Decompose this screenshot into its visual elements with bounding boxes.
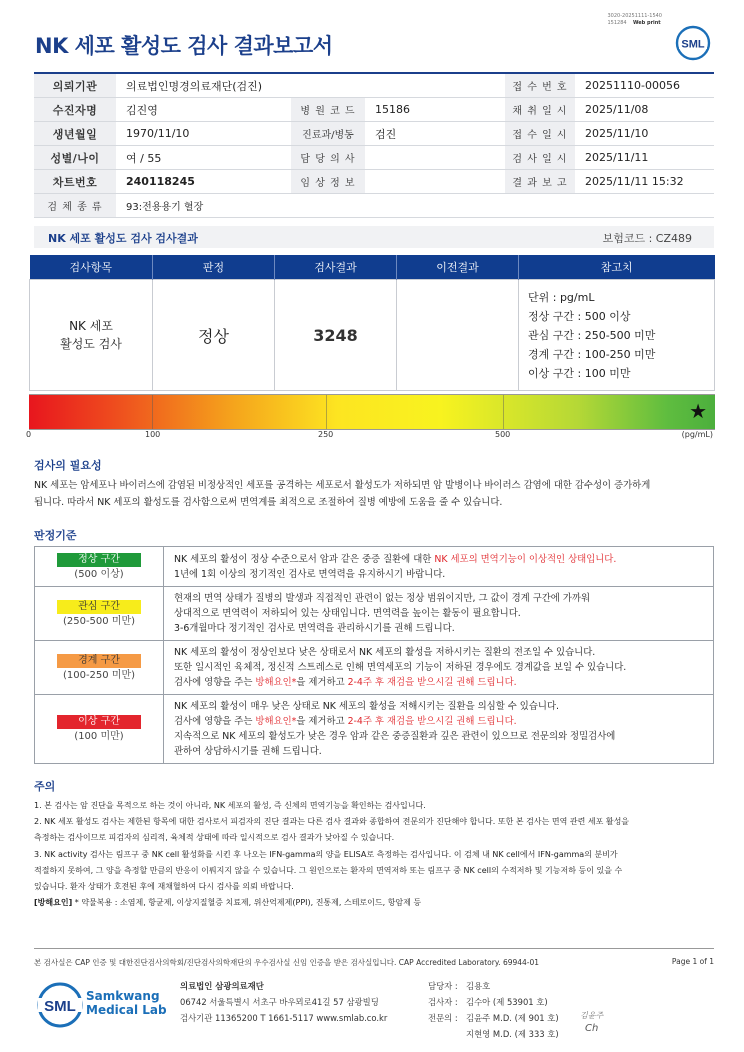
interference-label: [방해요인] — [34, 898, 73, 908]
notes-heading: 주의 — [34, 780, 56, 793]
criteria-text: NK 세포의 활성이 정상 수준으로서 암과 같은 중증 질환에 대한 — [174, 553, 435, 565]
footer-org-info — [180, 978, 387, 1026]
info-value: 15186 — [365, 98, 505, 122]
info-label: 검 사 일 시 — [505, 146, 575, 170]
criteria-highlight: 2-4주 후 재검을 받으시길 권해 드립니다. — [347, 716, 517, 727]
criteria-highlight: 2-4주 후 재검을 받으시길 권해 드립니다. — [347, 677, 517, 688]
specimen-value: 93:전용용기 혈장 — [116, 194, 714, 218]
note-line: 2. NK 세포 활성도 검사는 제한된 항목에 대한 검사로서 피검자의 진단 결과는 다른 검사 결과와 종합하여 전문의가 진단해야 합니다. 또한 본 검사는 면역 관련 세포 활성을 — [34, 817, 630, 827]
info-label: 병 원 코 드 — [291, 98, 365, 122]
criteria-label-cell — [35, 587, 164, 641]
info-row — [34, 122, 714, 146]
normal-range-value: (500 이상) — [74, 568, 124, 580]
info-label: 의뢰기관 — [34, 74, 116, 98]
necessity-line: 됩니다. 따라서 NK 세포의 활성도를 검사함으로써 면역계를 최적으로 조절하여 질병 예방에 도움을 줄 수 있습니다. — [34, 497, 503, 508]
attention-range-badge: 관심 구간 — [57, 600, 141, 614]
info-label: 수진자명 — [34, 98, 116, 122]
info-value: 여 / 55 — [116, 146, 291, 170]
info-value: 1970/11/10 — [116, 122, 291, 146]
criteria-text: 관하여 상담하시기를 권해 드립니다. — [174, 746, 322, 757]
col-header-previous: 이전결과 — [397, 255, 519, 280]
criteria-highlight: 방해요인* — [255, 716, 297, 727]
staff-name: 지현영 M.D. (제 333 호) — [466, 1029, 559, 1039]
criteria-label-cell — [35, 695, 164, 764]
result-row — [30, 280, 715, 391]
org-address: 06742 서울특별시 서초구 바우뫼로41길 57 삼광빌딩 — [180, 997, 379, 1007]
criteria-text: NK 세포의 활성이 매우 낮은 상태로 NK 세포의 활성을 저해시키는 질환을 의심할 수 있습니다. — [174, 701, 560, 712]
print-code — [607, 13, 662, 27]
col-header-item: 검사항목 — [30, 255, 153, 280]
info-label: 임 상 정 보 — [291, 170, 365, 194]
footer-brand — [86, 989, 167, 1017]
criteria-label-cell — [35, 547, 164, 587]
criteria-text: 3-6개월마다 정기적인 검사로 면역력을 관리하시기를 권해 드립니다. — [174, 623, 455, 634]
info-row — [34, 170, 714, 194]
col-header-reference: 참고치 — [519, 255, 715, 280]
sml-logo — [675, 25, 711, 61]
gauge-tick-label: 250 — [318, 430, 334, 439]
info-value: 2025/11/11 — [575, 146, 714, 170]
necessity-text — [34, 477, 714, 511]
reference-line: 관심 구간 : 250-500 미만 — [528, 328, 656, 342]
brand-line2: Medical Lab — [86, 1003, 167, 1017]
attention-range-value: (250-500 미만) — [62, 615, 136, 627]
info-row — [34, 146, 714, 170]
note-line: 측정하는 검사이므로 피검자의 심리적, 육체적 상태에 따라 일시적으로 검사 결과가 낮아질 수 있습니다. — [34, 833, 395, 843]
info-label: 차트번호 — [34, 170, 116, 194]
gauge-tick-label: 100 — [145, 430, 161, 439]
patient-info-table — [34, 74, 714, 218]
normal-range-badge: 정상 구간 — [57, 553, 141, 567]
reference-line: 경계 구간 : 100-250 미만 — [528, 347, 656, 361]
sml-logo-text: SML — [681, 38, 705, 51]
criteria-text: 현재의 면역 상태가 질병의 발생과 직접적인 관련이 없는 정상 범위이지만, 그 값이 경계 구간에 가까워 — [174, 593, 591, 604]
specimen-label: 검 체 종 류 — [34, 194, 116, 218]
criteria-text: 검사에 영향을 주는 — [174, 677, 256, 688]
criteria-heading: 판정기준 — [34, 529, 77, 542]
criteria-text: 1년에 1회 이상의 정기적인 검사로 면역력을 유지하시기 바랍니다. — [174, 568, 446, 580]
reference-line: 이상 구간 : 100 미만 — [528, 366, 631, 380]
info-label: 성별/나이 — [34, 146, 116, 170]
criteria-label-cell — [35, 641, 164, 695]
info-value: 2025/11/08 — [575, 98, 714, 122]
note-line: 있습니다. 환자 상태가 호전된 후에 재채혈하여 다시 검사를 의뢰 바랍니다. — [34, 882, 294, 892]
info-label: 진료과/병동 — [291, 122, 365, 146]
sml-footer-logo-text: SML — [44, 998, 76, 1015]
info-label: 채 취 일 시 — [505, 98, 575, 122]
test-item-line1: NK 세포 — [69, 319, 113, 333]
gauge-tick-label: 0 — [26, 430, 32, 439]
print-code-line1: 3020-20251111-1540 — [607, 13, 662, 19]
print-code-line2: 151284 — [607, 20, 627, 26]
gauge-tick — [326, 395, 327, 429]
judgement-value: 정상 — [153, 280, 275, 391]
reference-line: 정상 구간 : 500 이상 — [528, 309, 631, 323]
page-number: Page 1 of 1 — [671, 957, 714, 966]
gauge-unit: (pg/mL) — [681, 430, 713, 439]
result-gauge-bar — [29, 394, 715, 430]
criteria-highlight: NK 세포의 면역기능이 이상적인 상태입니다. — [434, 553, 617, 565]
info-value — [365, 146, 505, 170]
info-value — [365, 170, 505, 194]
info-row — [34, 74, 714, 98]
insurance-code: 보험코드 : CZ489 — [602, 232, 692, 245]
result-section-header — [34, 226, 714, 248]
criteria-text: 을 제거하고 — [296, 677, 348, 688]
reference-line: 단위 : pg/mL — [528, 290, 595, 304]
info-value: 2025/11/10 — [575, 122, 714, 146]
necessity-line: NK 세포는 암세포나 바이러스에 감염된 비정상적인 세포를 공격하는 세포로서 활성도가 저하되면 암 발병이나 바이러스 감염에 대한 감수성이 증가하게 — [34, 480, 651, 491]
criteria-row-abnormal — [35, 695, 714, 764]
info-value: 의료법인명경의료재단(검진) — [116, 74, 505, 98]
reference-range — [519, 280, 715, 391]
info-label: 결 과 보 고 — [505, 170, 575, 194]
staff-name: 김윤주 M.D. (제 901 호) — [466, 1013, 559, 1023]
criteria-text: NK 세포의 활성이 정상인보다 낮은 상태로서 NK 세포의 활성을 저하시키는 질환의 전조일 수 있습니다. — [174, 647, 596, 658]
gauge-tick — [152, 395, 153, 429]
criteria-text: 검사에 영향을 주는 — [174, 716, 256, 727]
necessity-heading: 검사의 필요성 — [34, 459, 102, 472]
info-value: 20251110-00056 — [575, 74, 714, 98]
signature: Ch — [585, 1023, 599, 1034]
info-value: 2025/11/11 15:32 — [575, 170, 714, 194]
info-value: 김진영 — [116, 98, 291, 122]
criteria-highlight: 방해요인* — [255, 677, 297, 688]
note-line: 적절하지 못하여, 그 양을 측정할 만큼의 반응이 이뤄지지 않을 수 있습니다. 그 원인으로는 환자의 면역저하 또는 림프구 중 NK cell의 수적저하 및 기능저하 등이 있을 수 — [34, 865, 623, 875]
result-value: 3248 — [275, 280, 397, 391]
staff-name: 김수아 (제 53901 호) — [466, 997, 548, 1007]
criteria-row-attention — [35, 587, 714, 641]
page-title: NK 세포 활성도 검사 결과보고서 — [35, 34, 333, 58]
criteria-text: 상대적으로 면역력이 저하되어 있는 상태입니다. 면역력을 높이는 활동이 필요합니다. — [174, 608, 521, 619]
border-range-badge: 경계 구간 — [57, 654, 141, 668]
criteria-text: 지속적으로 NK 세포의 활성도가 낮은 경우 암과 같은 중증질환과 깊은 관련이 있으므로 전문의와 정밀검사에 — [174, 731, 616, 742]
footer-staff — [428, 978, 559, 1042]
note-line: * 약물복용 : 소염제, 항균제, 이상지질혈증 치료제, 위산억제제(PPI), 진통제, 스테로이드, 항암제 등 — [72, 898, 422, 908]
staff-role: 검사자 : — [428, 997, 458, 1007]
info-value: 검진 — [365, 122, 505, 146]
border-range-value: (100-250 미만) — [62, 669, 136, 681]
info-label: 접 수 일 시 — [505, 122, 575, 146]
result-section-title: NK 세포 활성도 검사 검사결과 — [48, 232, 198, 245]
criteria-description — [164, 641, 714, 695]
notes-list — [34, 798, 714, 911]
col-header-result: 검사결과 — [275, 255, 397, 280]
accreditation-text: 본 검사실은 CAP 인증 및 대한진단검사의학회/진단검사의학재단의 우수검사실 신임 인증을 받은 검사실입니다. CAP Accredited Laboratory. 69944-01 — [34, 958, 540, 967]
test-item — [30, 280, 153, 391]
previous-result — [397, 280, 519, 391]
org-name: 의료법인 삼광의료재단 — [180, 981, 264, 991]
web-print-label: Web print — [632, 20, 661, 26]
note-line: 1. 본 검사는 암 진단을 목적으로 하는 것이 아니라, NK 세포의 활성, 즉 신체의 면역기능을 확인하는 검사입니다. — [34, 801, 426, 810]
abnormal-range-badge: 이상 구간 — [57, 715, 141, 729]
gauge-tick-label: 500 — [495, 430, 511, 439]
result-marker-star-icon: ★ — [689, 399, 707, 423]
org-contact: 검사기관 11365200 T 1661-5117 www.smlab.co.kr — [180, 1013, 388, 1023]
sml-footer-logo — [36, 981, 84, 1029]
criteria-text: 또한 일시적인 육체적, 정신적 스트레스로 인해 면역세포의 기능이 저하된 경우에도 경계값을 보일 수 있습니다. — [174, 662, 627, 673]
info-label: 접 수 번 호 — [505, 74, 575, 98]
abnormal-range-value: (100 미만) — [74, 731, 124, 742]
staff-name: 김용호 — [466, 981, 491, 991]
result-table-header — [30, 255, 715, 280]
signature: 김윤주 — [580, 1011, 604, 1020]
criteria-text: 을 제거하고 — [296, 716, 348, 727]
footer-rule — [34, 948, 714, 949]
info-row — [34, 194, 714, 218]
info-label: 담 당 의 사 — [291, 146, 365, 170]
test-item-line2: 활성도 검사 — [60, 337, 122, 351]
col-header-judgement: 판정 — [153, 255, 275, 280]
criteria-row-normal — [35, 547, 714, 587]
criteria-description — [164, 547, 714, 587]
criteria-description — [164, 587, 714, 641]
gauge-tick — [503, 395, 504, 429]
result-table — [29, 255, 715, 391]
info-value: 240118245 — [116, 170, 291, 194]
criteria-description — [164, 695, 714, 764]
staff-role: 전문의 : — [428, 1013, 458, 1023]
brand-line1: Samkwang — [86, 989, 160, 1003]
staff-role: 담당자 : — [428, 981, 458, 991]
note-line: 3. NK activity 검사는 림프구 중 NK cell 활성화를 시킨 후 나오는 IFN-gamma의 양을 ELISA로 측정하는 검사입니다. 이 검체 내 NK cell에서 IFN-gamma의 분비가 — [34, 849, 618, 859]
info-row — [34, 98, 714, 122]
criteria-row-border — [35, 641, 714, 695]
info-label: 생년월일 — [34, 122, 116, 146]
criteria-table — [34, 546, 714, 764]
